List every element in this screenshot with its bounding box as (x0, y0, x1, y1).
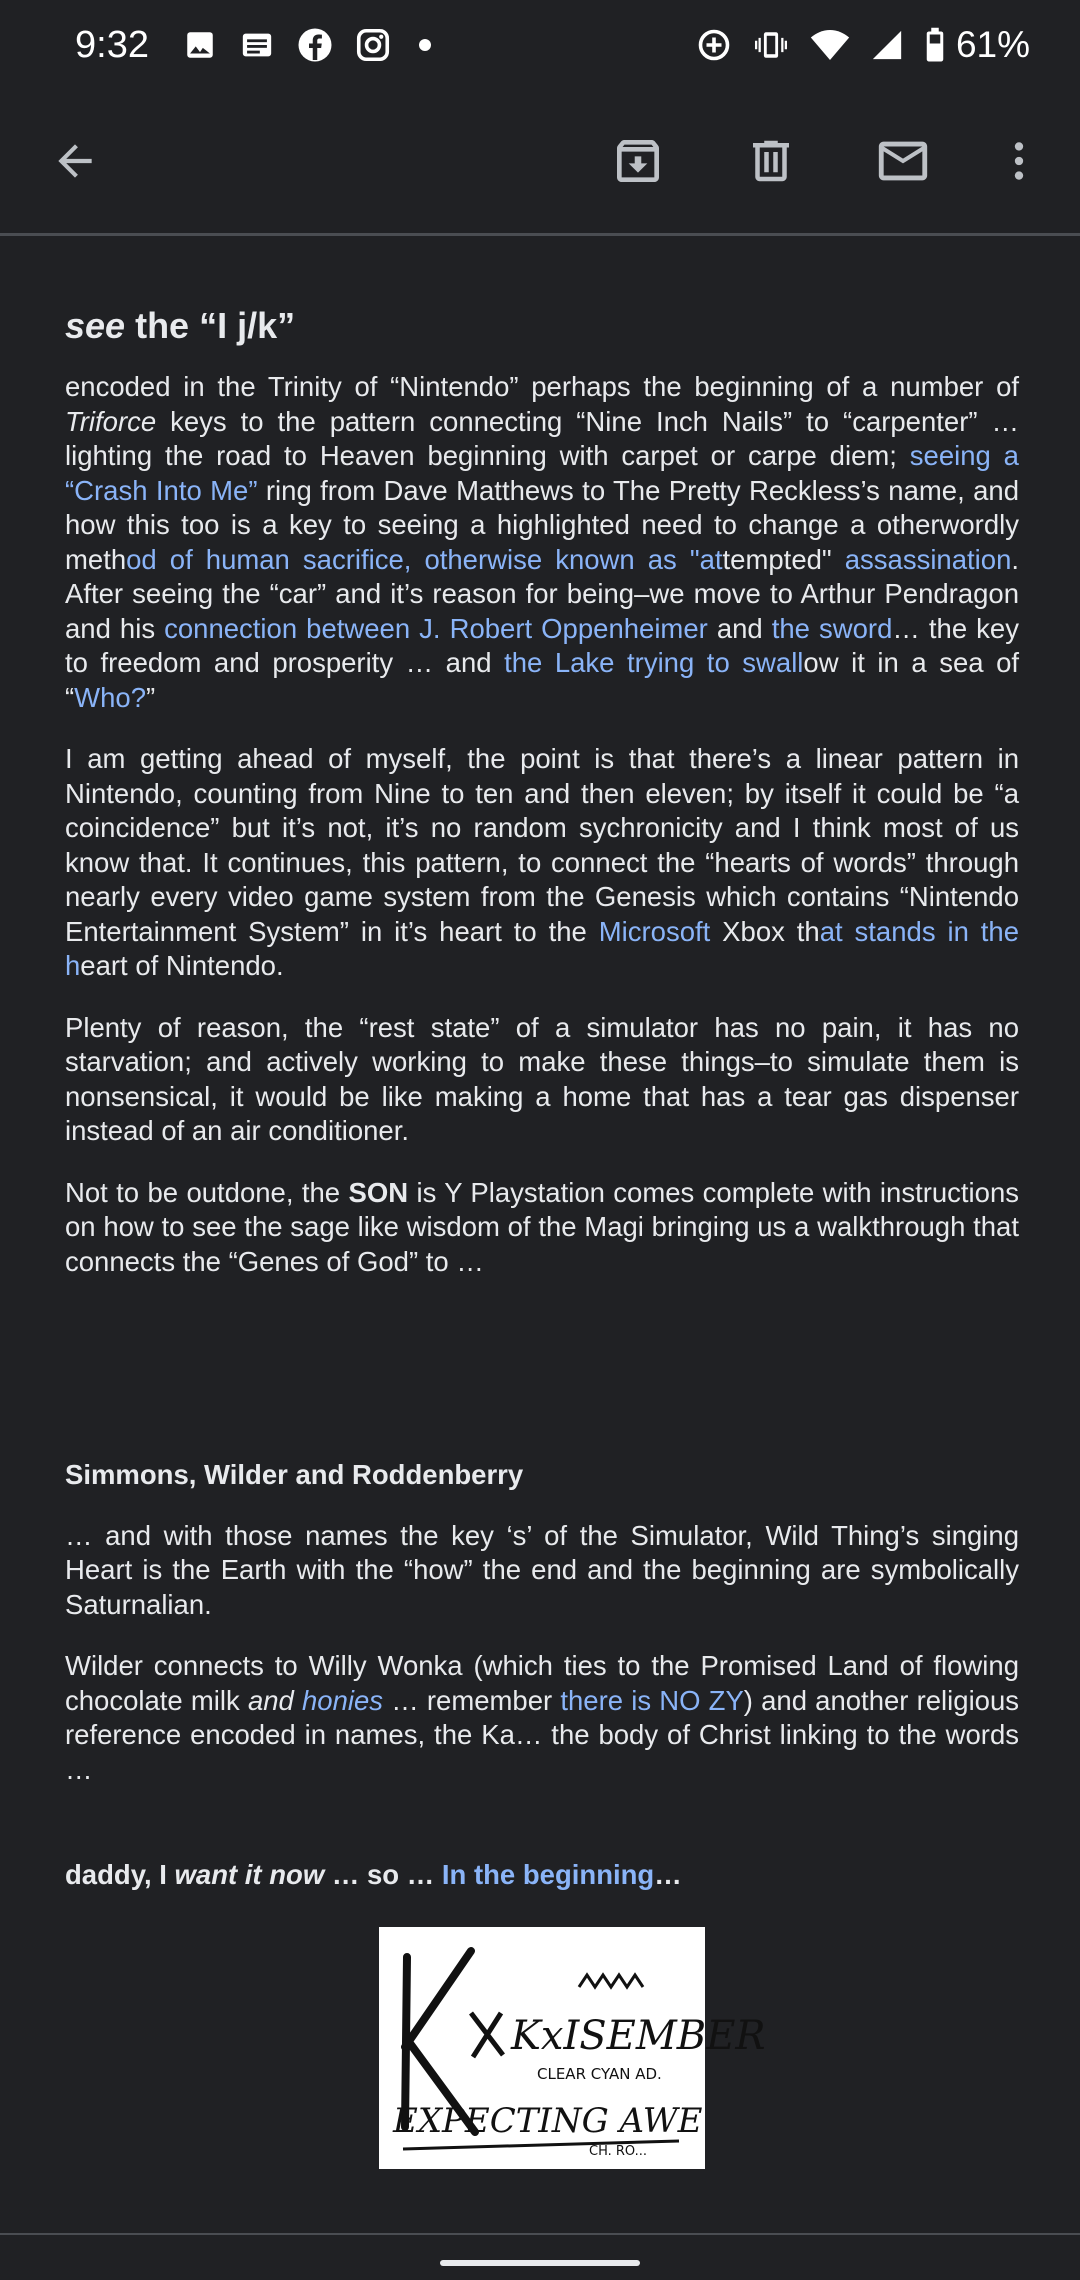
signal-icon (870, 28, 904, 62)
email-heading (65, 304, 1019, 348)
paragraph-2 (65, 742, 1019, 984)
back-arrow-icon (50, 136, 100, 191)
battery-icon (924, 27, 946, 63)
text-run: keys to the pattern connecting “Nine Inch Nails” to “carpenter” … lighting the road to Heaven beginning with carpet or carpe diem; (65, 405, 1019, 471)
heading-text: the “I j/k” (125, 305, 296, 346)
stamp-line-1: KxISEMBER (511, 2012, 766, 2059)
stamp-line-4: CH. RO... (589, 2143, 648, 2159)
text-run: and (707, 612, 772, 644)
mark-unread-button[interactable] (863, 123, 943, 203)
email-toolbar (0, 90, 1080, 236)
text-run: ) and another religious reference encoded in names, the Ka… the body of Christ linking to the words … (65, 1684, 1020, 1785)
text-run: . After seeing the “car” and it’s reason for being–we move to Arthur Pendragon and his (65, 543, 1019, 644)
stamp-line-3: EXPECTING AWE (393, 2100, 703, 2141)
section-subheading: Simmons, Wilder and Roddenberry (65, 1459, 524, 1490)
inline-link[interactable]: connection between J. Robert Oppenheimer (164, 612, 708, 644)
back-button[interactable] (35, 123, 115, 203)
inline-link[interactable]: In the beginning (441, 1859, 655, 1890)
stamp-line-2: CLEAR CYAN AD. (537, 2064, 662, 2083)
text-run: want it now (174, 1859, 325, 1890)
news-icon (239, 28, 275, 62)
mail-icon (874, 132, 932, 195)
text-run: eart of Nintendo. (80, 950, 284, 981)
text-run: … (654, 1859, 682, 1890)
delete-button[interactable] (731, 123, 811, 203)
archive-button[interactable] (598, 123, 678, 203)
inline-link[interactable]: od of human sacrifice, otherwise known as "at (126, 543, 723, 575)
text-run: I am getting ahead of myself, the point is that there’s a linear pattern in Nintendo, counting from Nine to ten and then eleven; by itself it could be “a coincidence” but it’s not, it’s no random sychronicity and I think most of us know that. It continues, this pattern, to connect the “hearts of words” through nearly every video game system from the Genesis which contains “Nintendo Entertainment System” in it’s heart to the (65, 743, 1019, 947)
dot-icon (419, 39, 431, 51)
data-saver-icon (696, 27, 732, 63)
text-run: Triforce (65, 405, 157, 437)
inline-link[interactable]: honies (302, 1684, 384, 1716)
battery-percentage: 61% (955, 24, 1030, 65)
image-icon (183, 28, 217, 62)
vibrate-icon (752, 28, 790, 62)
inline-link[interactable]: assassination (844, 543, 1012, 575)
text-run: Wilder connects to Willy Wonka (which ties to the Promised Land of flowing chocolate milk (65, 1650, 1019, 1716)
spacer (65, 1306, 1019, 1458)
paragraph-6 (65, 1649, 1019, 1787)
more-options-button[interactable] (979, 123, 1059, 203)
text-run: ” (146, 681, 156, 713)
email-body (65, 236, 1019, 2169)
inline-link[interactable]: the Lake trying to swall (504, 647, 804, 678)
inline-link[interactable]: Who? (74, 681, 147, 713)
text-run: and (247, 1684, 294, 1716)
inline-link[interactable]: seeing a “Crash Into Me” (65, 440, 1019, 506)
text-run: encoded in the Trinity of “Nintendo” perhaps the beginning of a number of (65, 371, 1019, 402)
text-run: daddy, I (65, 1859, 175, 1890)
handwritten-stamp-image (379, 1927, 766, 2169)
paragraph-5 (65, 1519, 1019, 1623)
facebook-icon (297, 27, 333, 63)
inline-link[interactable]: at stands in the h (65, 915, 1019, 981)
text-run: Not to be outdone, the (65, 1176, 349, 1208)
inline-link[interactable]: Microsoft (598, 915, 711, 947)
text-run (294, 1685, 302, 1716)
more-vert-icon (994, 136, 1044, 191)
archive-icon (610, 133, 666, 194)
text-run: … remember (383, 1684, 561, 1716)
status-bar (0, 0, 1080, 90)
paragraph-3 (65, 1011, 1019, 1149)
heading-emphasis: see (65, 305, 126, 346)
text-run: … the key to freedom and prosperity … and (65, 612, 1019, 678)
wifi-icon (810, 28, 850, 62)
text-run: … so … (324, 1859, 442, 1890)
spacer (65, 1814, 1019, 1858)
text-run: … and with those names the key ‘s’ of the Simulator, Wild Thing’s singing Heart is the Earth with the “how” the end and the beginning are symbolically Saturnalian. (65, 1519, 1019, 1620)
bottom-divider (0, 2233, 1080, 2235)
closing-line (65, 1858, 1019, 1893)
instagram-icon (355, 27, 391, 63)
inline-link[interactable]: the sword (771, 612, 893, 644)
gesture-nav-handle[interactable] (440, 2260, 640, 2266)
paragraph-1 (65, 370, 1019, 715)
text-run: Plenty of reason, the “rest state” of a simulator has no pain, it has no starvation; and actively working to make these things–to simulate them is nonsensical, it would be like making a home that has a tear gas dispenser instead of an air conditioner. (65, 1011, 1019, 1146)
status-time: 9:32 (75, 23, 149, 66)
text-run: ow it in a sea of “ (65, 647, 1020, 713)
paragraph-4 (65, 1176, 1019, 1280)
text-run: ring from Dave Matthews to The Pretty Reckless’s name, and how this too is a key to seeing a highlighted need to change a otherwordly meth (65, 474, 1019, 575)
text-run: is Y Playstation comes complete with instructions on how to see the sage like wisdom of the Magi bringing us a walkthrough that connects the “Genes of God” to … (65, 1176, 1020, 1277)
text-run: SON (348, 1176, 409, 1208)
inline-link[interactable]: there is NO ZY (560, 1684, 744, 1716)
text-run: tempted" (722, 543, 845, 575)
text-run: Xbox th (710, 915, 820, 947)
delete-icon (744, 134, 798, 193)
